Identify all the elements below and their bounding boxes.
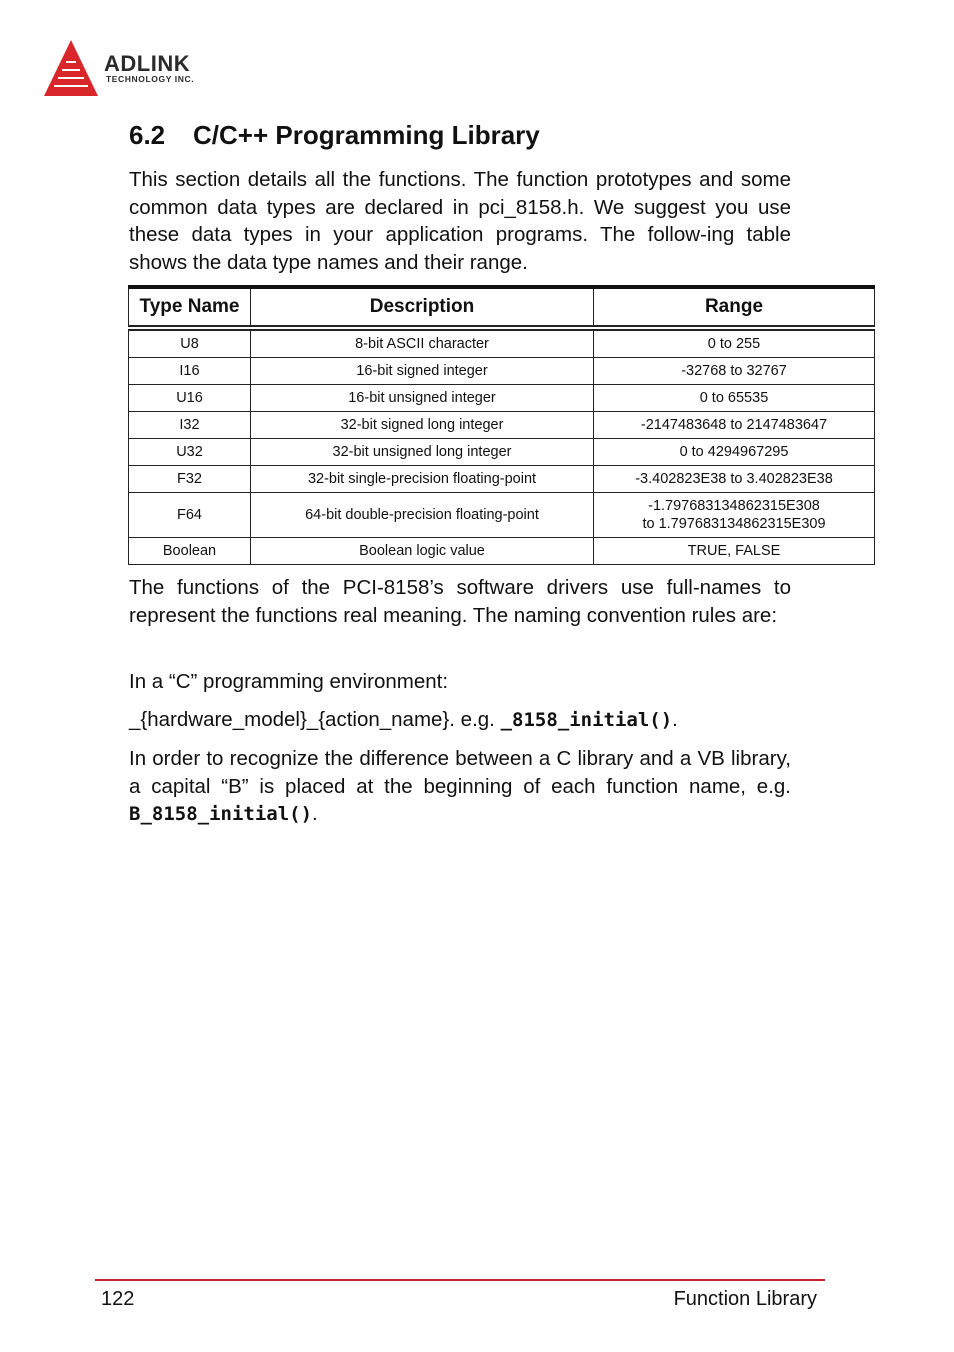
- page-number: 122: [101, 1288, 135, 1310]
- naming-paragraph: The functions of the PCI-8158’s software drivers use full-names to represent the functions real meaning. The naming convention rules are:: [129, 576, 791, 627]
- range-cell: -2147483648 to 2147483647: [594, 412, 875, 439]
- vb-code-example: B_8158_initial(): [129, 803, 313, 825]
- range-line-1: -1.797683134862315E308: [648, 498, 820, 514]
- table-row: [129, 493, 875, 538]
- adlink-triangle-icon: [42, 38, 100, 100]
- description-cell: 16-bit unsigned integer: [251, 385, 594, 412]
- logo-name: ADLINK: [104, 51, 191, 76]
- vb-library-paragraph: [129, 745, 791, 829]
- code-example: _8158_initial(): [500, 709, 673, 731]
- table-row: [129, 328, 875, 358]
- range-cell: [594, 493, 875, 538]
- table-row: [129, 466, 875, 493]
- description-cell: 16-bit signed integer: [251, 358, 594, 385]
- vb-library-end: .: [312, 802, 318, 825]
- type-name-cell: U8: [129, 328, 251, 358]
- range-cell: 0 to 4294967295: [594, 439, 875, 466]
- range-cell: TRUE, FALSE: [594, 538, 875, 565]
- description-cell: 8-bit ASCII character: [251, 328, 594, 358]
- table-row: [129, 412, 875, 439]
- description-cell: Boolean logic value: [251, 538, 594, 565]
- type-name-cell: F32: [129, 466, 251, 493]
- naming-example-text: _{hardware_model}_{action_name}. e.g.: [129, 708, 501, 731]
- header-range: Range: [594, 287, 875, 328]
- footer-rule: [95, 1279, 825, 1281]
- range-cell: -32768 to 32767: [594, 358, 875, 385]
- range-cell: -3.402823E38 to 3.402823E38: [594, 466, 875, 493]
- section-number: 6.2: [129, 120, 166, 150]
- intro-paragraph: This section details all the functions. The function prototypes and some common data types are declared in pci_8158.h. We suggest you use these data types in your application programs. The follow-ing table shows the data type names and their range.: [129, 168, 791, 274]
- header-description: Description: [251, 287, 594, 328]
- company-logo: [42, 38, 242, 100]
- range-cell: 0 to 255: [594, 328, 875, 358]
- table-row: [129, 439, 875, 466]
- range-cell: 0 to 65535: [594, 385, 875, 412]
- description-cell: 64-bit double-precision floating-point: [251, 493, 594, 538]
- table-row: [129, 538, 875, 565]
- description-cell: 32-bit signed long integer: [251, 412, 594, 439]
- table-header-row: [129, 287, 875, 328]
- type-name-cell: F64: [129, 493, 251, 538]
- logo-tagline: TECHNOLOGY INC.: [106, 74, 195, 84]
- type-name-cell: Boolean: [129, 538, 251, 565]
- table-row: [129, 385, 875, 412]
- c-environment-paragraph: In a “C” programming environment:: [129, 670, 449, 693]
- footer-chapter-title: Function Library: [673, 1288, 817, 1310]
- table-row: [129, 358, 875, 385]
- naming-example-end: .: [672, 708, 678, 731]
- section-title: C/C++ Programming Library: [193, 120, 540, 150]
- vb-library-text: In order to recognize the difference between a C library and a VB library, a capital “B” is placed at the beginning of each function name, e.g.: [129, 747, 791, 798]
- naming-example-paragraph: [129, 706, 791, 735]
- type-name-cell: I32: [129, 412, 251, 439]
- type-name-cell: U16: [129, 385, 251, 412]
- data-type-table: [128, 285, 875, 565]
- description-cell: 32-bit single-precision floating-point: [251, 466, 594, 493]
- range-line-2: to 1.797683134862315E309: [642, 516, 826, 532]
- header-type-name: Type Name: [129, 287, 251, 328]
- section-heading: [129, 120, 540, 151]
- type-name-cell: I16: [129, 358, 251, 385]
- description-cell: 32-bit unsigned long integer: [251, 439, 594, 466]
- type-name-cell: U32: [129, 439, 251, 466]
